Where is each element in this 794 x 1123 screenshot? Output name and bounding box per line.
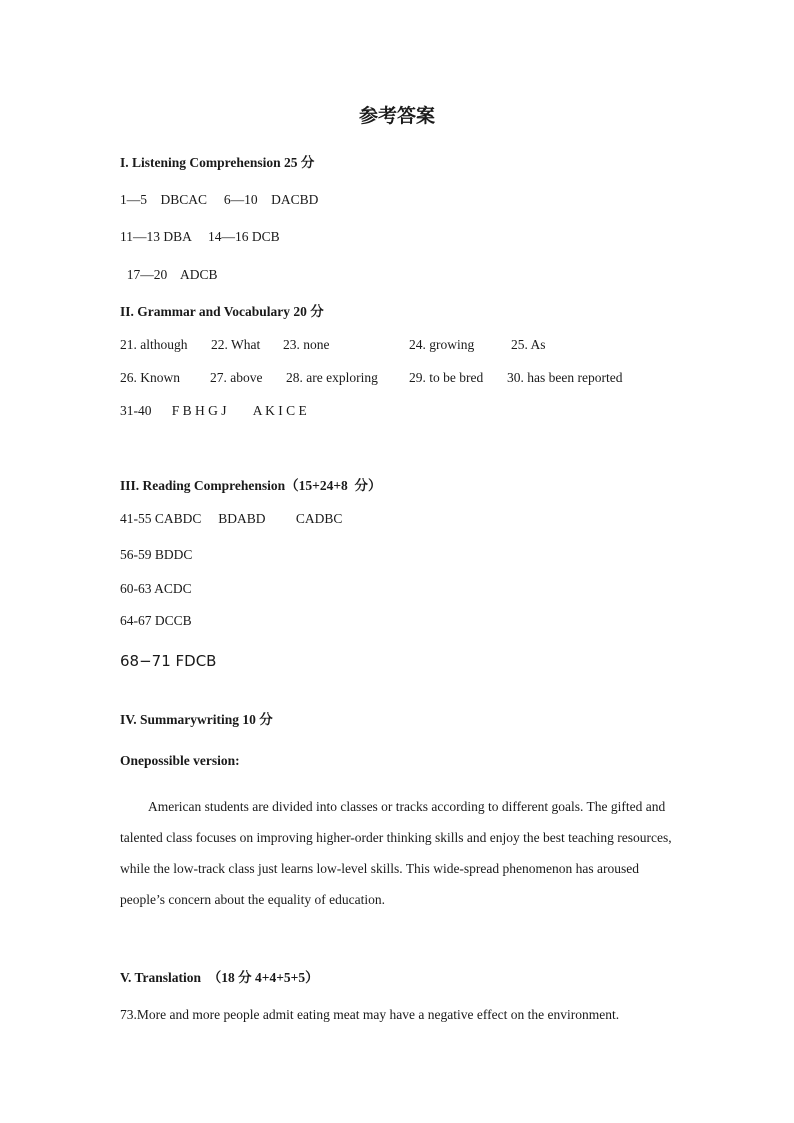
grammar-heading: II. Grammar and Vocabulary 20 分 [120, 304, 324, 319]
grammar-answers-31-40: 31-40 F B H G J A K I C E [120, 403, 307, 418]
summary-heading: IV. Summarywriting 10 分 [120, 712, 273, 727]
grammar-answer-22: 22. What [211, 337, 261, 352]
grammar-answer-24: 24. growing [409, 337, 475, 352]
grammar-answer-21: 21. although [120, 337, 188, 352]
reading-line-3: 60-63 ACDC [120, 581, 192, 596]
grammar-answer-30: 30. has been reported [507, 370, 623, 385]
reading-line-2: 56-59 BDDC [120, 547, 193, 562]
listening-line-3: 17—20 ADCB [120, 267, 218, 282]
grammar-answer-27: 27. above [210, 370, 263, 385]
translation-heading: V. Translation （18 分 4+4+5+5） [120, 970, 319, 985]
reading-heading: III. Reading Comprehension（15+24+8 分） [120, 478, 382, 493]
summary-paragraph [120, 791, 680, 915]
reading-line-5: 68−71 FDCB [120, 652, 217, 670]
grammar-answer-23: 23. none [283, 337, 330, 352]
listening-line-1: 1—5 DBCAC 6—10 DACBD [120, 192, 319, 207]
reading-line-1: 41-55 CABDC BDABD CADBC [120, 511, 343, 526]
translation-answer-73: 73.More and more people admit eating meat may have a negative effect on the environment. [120, 1007, 620, 1022]
grammar-answer-29: 29. to be bred [409, 370, 484, 385]
listening-heading: I. Listening Comprehension 25 分 [120, 155, 315, 170]
summary-subheading: Onepossible version: [120, 753, 240, 768]
grammar-answer-26: 26. Known [120, 370, 180, 385]
summary-text: American students are divided into classes or tracks according to different goals. The gifted and talented class focuses on improving higher-order thinking skills and enjoy the best teaching resources, while the low-track class just learns low-level skills. This wide-spread phenomenon has aroused people’s concern about the equality of education. [120, 799, 672, 907]
grammar-answer-28: 28. are exploring [286, 370, 378, 385]
page-title: 参考答案 [358, 106, 435, 127]
grammar-answer-25: 25. As [511, 337, 546, 352]
reading-line-4: 64-67 DCCB [120, 613, 192, 628]
listening-line-2: 11—13 DBA 14—16 DCB [120, 229, 280, 244]
